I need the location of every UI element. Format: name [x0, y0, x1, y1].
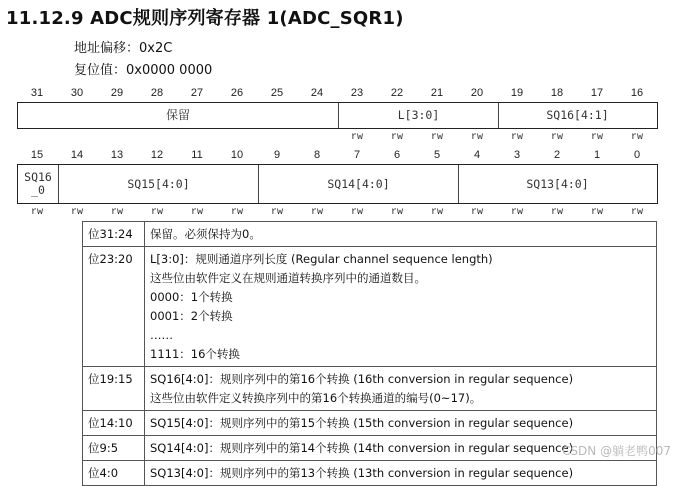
access-label: rw — [350, 207, 363, 218]
access-label: rw — [550, 207, 563, 218]
bit-number: 25 — [270, 87, 284, 99]
bit-number: 24 — [310, 87, 324, 99]
field-sq16-low-line1: SQ16 — [24, 170, 52, 184]
bit-number: 9 — [273, 149, 281, 161]
description-line: SQ14[4:0]：规则序列中的第14个转换 (14th conversion in regular sequence) — [150, 441, 574, 455]
bit-range: 位4:0 — [83, 461, 145, 486]
access-label: rw — [510, 207, 523, 218]
bit-number: 14 — [70, 149, 84, 161]
field-l: L[3:0] — [338, 103, 498, 128]
bit-range: 位23:20 — [83, 247, 145, 367]
access-label: rw — [270, 207, 283, 218]
access-label: rw — [590, 207, 603, 218]
section-title: 11.12.9 ADC规则序列寄存器 1(ADC_SQR1) — [6, 8, 404, 29]
bit-number: 26 — [230, 87, 244, 99]
table-row — [83, 367, 657, 411]
description-line: 保留。必须保持为0。 — [150, 227, 261, 241]
access-label: rw — [310, 207, 323, 218]
table-row — [83, 247, 657, 367]
field-sq14: SQ14[4:0] — [258, 165, 458, 203]
description — [145, 247, 657, 367]
bit-number: 29 — [110, 87, 124, 99]
bit-range: 位9:5 — [83, 436, 145, 461]
address-offset: 地址偏移：0x2C — [74, 41, 173, 56]
access-label: rw — [470, 132, 483, 143]
bit-range: 位14:10 — [83, 411, 145, 436]
field-sq13: SQ13[4:0] — [458, 165, 656, 203]
bit-number: 13 — [110, 149, 124, 161]
table-row — [83, 411, 657, 436]
bit-number: 21 — [430, 87, 444, 99]
bit-number: 31 — [30, 87, 44, 99]
access-label: rw — [630, 207, 643, 218]
access-label: rw — [70, 207, 83, 218]
field-sq16-low-line2: _0 — [31, 183, 45, 197]
bit-number: 6 — [393, 149, 401, 161]
bit-number: 4 — [473, 149, 481, 161]
bit-number: 10 — [230, 149, 244, 161]
field-sq16-low — [18, 165, 58, 203]
description — [145, 367, 657, 411]
access-label: rw — [430, 132, 443, 143]
access-label: rw — [390, 207, 403, 218]
access-label: rw — [510, 132, 523, 143]
bit-number: 17 — [590, 87, 604, 99]
field-reserved: 保留 — [165, 108, 190, 122]
access-label: rw — [550, 132, 563, 143]
description-line: SQ13[4:0]：规则序列中的第13个转换 (13th conversion in regular sequence) — [150, 466, 574, 480]
description-line: L[3:0]：规则通道序列长度 (Regular channel sequence length) — [150, 252, 493, 266]
field-sq15: SQ15[4:0] — [58, 165, 258, 203]
access-label: rw — [30, 207, 43, 218]
description-line: 0000：1个转换 — [150, 290, 233, 304]
access-label: rw — [430, 207, 443, 218]
bit-number: 19 — [510, 87, 524, 99]
bit-number: 11 — [191, 149, 203, 161]
watermark: CSDN @躺老鸭007 — [562, 444, 671, 458]
bit-number: 15 — [30, 149, 44, 161]
bit-number: 8 — [313, 149, 321, 161]
description — [145, 222, 657, 247]
description-line: 这些位由软件定义在规则通道转换序列中的通道数目。 — [150, 271, 426, 285]
access-label: rw — [630, 132, 643, 143]
access-label: rw — [590, 132, 603, 143]
access-label: rw — [390, 132, 403, 143]
reset-value: 复位值：0x0000 0000 — [74, 63, 213, 78]
bit-number: 1 — [593, 149, 601, 161]
bit-number: 28 — [150, 87, 164, 99]
bit-number: 20 — [470, 87, 484, 99]
access-label: rw — [230, 207, 243, 218]
bit-range: 位31:24 — [83, 222, 145, 247]
bit-number: 3 — [513, 149, 521, 161]
description-line: …… — [150, 328, 173, 342]
register-upper-row — [17, 102, 658, 129]
access-label: rw — [190, 207, 203, 218]
bit-number: 30 — [70, 87, 84, 99]
description-line: SQ16[4:0]：规则序列中的第16个转换 (16th conversion in regular sequence) — [150, 372, 574, 386]
description-line: 0001：2个转换 — [150, 309, 233, 323]
field-sq16-high: SQ16[4:1] — [498, 103, 656, 128]
bit-number: 18 — [550, 87, 564, 99]
bit-number: 16 — [630, 87, 644, 99]
access-label: rw — [350, 132, 363, 143]
bit-number: 23 — [350, 87, 364, 99]
bit-number: 0 — [633, 149, 641, 161]
bit-range: 位19:15 — [83, 367, 145, 411]
description-line: 这些位由软件定义转换序列中的第16个转换通道的编号(0~17)。 — [150, 391, 482, 405]
access-label: rw — [470, 207, 483, 218]
bit-number: 27 — [190, 87, 204, 99]
table-row — [83, 461, 657, 486]
access-label: rw — [150, 207, 163, 218]
description — [145, 411, 657, 436]
description-line: SQ15[4:0]：规则序列中的第15个转换 (15th conversion in regular sequence) — [150, 416, 574, 430]
description-line: 1111：16个转换 — [150, 347, 240, 361]
bit-number: 7 — [353, 149, 361, 161]
bit-number: 22 — [390, 87, 404, 99]
table-row — [83, 222, 657, 247]
description — [145, 461, 657, 486]
bit-number: 2 — [553, 149, 561, 161]
bit-number: 12 — [150, 149, 164, 161]
bit-number: 5 — [433, 149, 441, 161]
register-lower-row — [17, 164, 658, 204]
access-label: rw — [110, 207, 123, 218]
